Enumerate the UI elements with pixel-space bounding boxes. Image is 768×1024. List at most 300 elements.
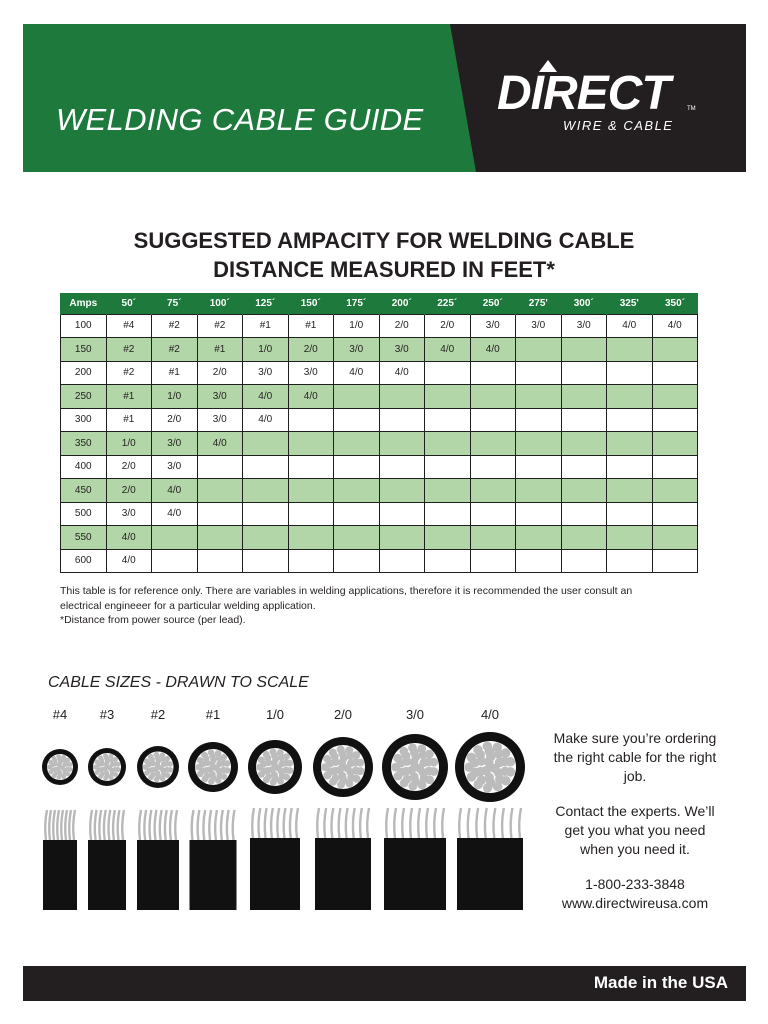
cable-strand <box>61 755 66 760</box>
cable-wire-strand <box>122 810 124 840</box>
cable-size-cell <box>288 526 334 550</box>
cable-size-cell <box>197 502 243 526</box>
cable-size-cell <box>607 338 653 362</box>
cable-size-cell <box>243 549 289 573</box>
cable-wire-strand <box>227 810 229 840</box>
cable-size-cell <box>243 432 289 456</box>
cable-strand <box>154 777 160 783</box>
cable-strand <box>506 757 516 767</box>
cable-wire-strand <box>99 810 101 840</box>
cable-strand <box>323 755 331 763</box>
table-row <box>61 526 698 550</box>
cable-strand <box>467 753 477 763</box>
cable-strand <box>197 757 204 764</box>
cable-wire-strand <box>394 808 396 838</box>
cable-size-cell <box>425 502 471 526</box>
cable-size-cell: 4/0 <box>334 361 380 385</box>
cable-size-label: #1 <box>205 707 221 722</box>
cable-size-cell: 1/0 <box>152 385 198 409</box>
cable-size-cell: #1 <box>106 408 152 432</box>
cable-size-cell <box>561 502 607 526</box>
guide-title: WELDING CABLE GUIDE <box>56 102 424 137</box>
cable-size-cell <box>607 385 653 409</box>
cable-size-cell: #1 <box>106 385 152 409</box>
cable-size-cell <box>197 549 243 573</box>
table-row <box>61 455 698 479</box>
cable-size-cell <box>607 479 653 503</box>
column-header-distance: 75´ <box>152 293 198 314</box>
cable-size-cell: 2/0 <box>379 314 425 338</box>
cable-wire-strand <box>502 808 504 838</box>
cable-strand <box>143 764 149 770</box>
cable-strand <box>68 762 73 767</box>
cable-size-cell <box>516 432 562 456</box>
column-header-distance: 325' <box>607 293 653 314</box>
cable-jacket <box>384 838 446 910</box>
note-line: electrical engineeer for a particular welding application. <box>60 599 316 612</box>
cable-strand <box>283 753 290 760</box>
cable-strand <box>61 774 66 779</box>
cable-size-cell <box>652 526 698 550</box>
cable-wire-strand <box>519 808 521 838</box>
cable-size-cell <box>243 526 289 550</box>
cable-strand <box>144 770 150 776</box>
cable-size-cell <box>516 455 562 479</box>
cable-strand <box>201 752 208 759</box>
cable-size-cell <box>561 408 607 432</box>
cable-size-cell <box>334 455 380 479</box>
cable-strand <box>425 775 434 784</box>
cable-sizes-title: CABLE SIZES - DRAWN TO SCALE <box>48 674 309 691</box>
cable-strand <box>283 774 290 781</box>
cable-size-cell <box>379 526 425 550</box>
cable-strand <box>208 749 215 756</box>
cable-size-cell: 3/0 <box>152 455 198 479</box>
cable-size-cell <box>152 549 198 573</box>
cable-size-cell <box>425 432 471 456</box>
cable-wire-strand <box>353 808 355 838</box>
logo-subtitle: WIRE & CABLE <box>563 118 674 133</box>
cable-wire-strand <box>192 810 194 840</box>
table-row <box>61 549 698 573</box>
amps-cell: 150 <box>61 338 107 362</box>
cable-strand <box>473 745 483 755</box>
cable-size-cell <box>470 361 516 385</box>
cable-size-cell <box>652 479 698 503</box>
amps-cell: 500 <box>61 502 107 526</box>
column-header-distance: 300´ <box>561 293 607 314</box>
cable-size-label: 4/0 <box>480 707 500 722</box>
cable-size-cell <box>334 408 380 432</box>
cable-wire-strand <box>144 810 146 840</box>
cable-size-cell <box>288 549 334 573</box>
cable-wire-strand <box>113 810 115 840</box>
cable-strand <box>337 745 345 753</box>
column-header-distance: 275' <box>516 293 562 314</box>
cable-size-cell: #2 <box>152 314 198 338</box>
cable-size-label: #4 <box>52 707 68 722</box>
cable-size-cell: #1 <box>288 314 334 338</box>
cable-strand <box>483 783 493 793</box>
cable-strand <box>98 755 103 760</box>
amps-cell: 250 <box>61 385 107 409</box>
table-row <box>61 314 698 338</box>
cable-size-cell <box>561 432 607 456</box>
page-title-line1: SUGGESTED AMPACITY FOR WELDING CABLE <box>133 228 635 253</box>
cable-strand <box>195 764 202 771</box>
cable-size-cell: 3/0 <box>561 314 607 338</box>
cable-wire-strand <box>331 808 333 838</box>
cable-size-label: #3 <box>99 707 115 722</box>
cable-wire-strand <box>418 808 420 838</box>
cable-wire-strand <box>252 808 254 838</box>
cable-strand <box>98 774 103 779</box>
cable-size-cell: #4 <box>106 314 152 338</box>
cable-strand <box>48 770 53 775</box>
cable-size-cell <box>425 526 471 550</box>
cable-wire-strand <box>170 810 172 840</box>
cable-wire-strand <box>139 810 141 840</box>
cable-strand <box>270 748 277 755</box>
cable-size-cell <box>607 526 653 550</box>
table-row <box>61 502 698 526</box>
cable-size-cell <box>516 526 562 550</box>
cable-wire-strand <box>215 810 217 840</box>
cable-size-cell: 4/0 <box>243 385 289 409</box>
cable-size-cell <box>379 432 425 456</box>
cable-size-cell <box>197 455 243 479</box>
cable-wire-strand <box>271 808 273 838</box>
cable-strand <box>391 763 400 772</box>
cable-wire-strand <box>165 810 167 840</box>
cable-strand <box>277 778 284 785</box>
cable-size-cell <box>334 549 380 573</box>
cable-strand <box>148 775 154 781</box>
cable-wire-strand <box>346 808 348 838</box>
cable-size-cell <box>561 338 607 362</box>
cable-size-cell <box>470 432 516 456</box>
cable-size-cell <box>288 455 334 479</box>
cable-size-cell <box>516 361 562 385</box>
cable-strand <box>167 767 173 773</box>
cable-size-cell: #1 <box>197 338 243 362</box>
cable-size-cell: 3/0 <box>243 361 289 385</box>
cable-strand <box>215 750 222 757</box>
cable-size-cell: 4/0 <box>470 338 516 362</box>
cable-size-cell: 1/0 <box>106 432 152 456</box>
cable-size-cell: 2/0 <box>425 314 471 338</box>
cable-size-cell: 4/0 <box>106 549 152 573</box>
table-row <box>61 479 698 503</box>
cable-wire-strand <box>198 810 200 840</box>
table-header-row <box>61 293 698 314</box>
cable-wire-strand <box>221 810 223 840</box>
column-header-distance: 200´ <box>379 293 425 314</box>
cable-strand <box>501 776 511 786</box>
column-header-distance: 150´ <box>288 293 334 314</box>
cable-jacket <box>250 838 300 910</box>
cable-wire-strand <box>360 808 362 838</box>
cable-strand <box>113 757 118 762</box>
cable-size-cell <box>334 432 380 456</box>
cable-wire-strand <box>160 810 162 840</box>
cable-size-cell: 3/0 <box>334 338 380 362</box>
cable-size-cell: 4/0 <box>152 479 198 503</box>
cable-strand <box>56 775 61 780</box>
cable-strand <box>329 748 337 756</box>
cable-size-cell <box>425 385 471 409</box>
cable-strand <box>94 770 99 775</box>
cable-size-cell <box>243 455 289 479</box>
cable-size-cell <box>197 479 243 503</box>
cable-size-cell <box>379 549 425 573</box>
cable-strand <box>221 754 228 761</box>
cable-strand <box>221 773 228 780</box>
cable-size-cell <box>470 549 516 573</box>
logo-word: DIRECT <box>497 67 670 120</box>
cable-size-cell <box>470 479 516 503</box>
cable-strand <box>224 760 231 767</box>
cable-size-cell <box>607 361 653 385</box>
cable-wire-strand <box>149 810 151 840</box>
cable-size-cell <box>561 385 607 409</box>
cable-size-cell <box>652 502 698 526</box>
cable-strand <box>215 777 222 784</box>
cable-wire-strand <box>511 808 513 838</box>
cable-size-cell: 3/0 <box>288 361 334 385</box>
cable-size-cell: 3/0 <box>152 432 198 456</box>
cable-size-cell <box>561 479 607 503</box>
cable-size-label: #2 <box>150 707 166 722</box>
cable-strand <box>52 773 57 778</box>
cable-size-cell: 4/0 <box>152 502 198 526</box>
cable-jacket <box>190 840 237 910</box>
cable-size-cell: #1 <box>152 361 198 385</box>
table-row <box>61 338 698 362</box>
cable-wire-strand <box>339 808 341 838</box>
cable-wire-strand <box>476 808 478 838</box>
cable-wire-strand <box>61 810 63 840</box>
cable-strand <box>352 751 360 759</box>
cable-size-cell <box>288 502 334 526</box>
cable-strand <box>277 749 284 756</box>
cable-strand <box>501 748 511 758</box>
cable-wire-strand <box>209 810 211 840</box>
cable-wire-strand <box>49 810 51 840</box>
cable-size-cell <box>561 361 607 385</box>
cable-size-cell <box>288 432 334 456</box>
cable-size-cell <box>652 361 698 385</box>
cable-strand <box>144 758 150 764</box>
cable-wire-strand <box>73 810 75 840</box>
cable-size-cell: 4/0 <box>106 526 152 550</box>
cable-strand <box>47 765 52 770</box>
cable-size-cell <box>516 479 562 503</box>
footer-bar <box>23 966 746 1001</box>
page-title-line2: DISTANCE MEASURED IN FEET* <box>213 257 555 282</box>
cable-size-cell: 2/0 <box>288 338 334 362</box>
cable-strand <box>94 759 99 764</box>
cable-size-cell <box>561 549 607 573</box>
cable-wire-strand <box>175 810 177 840</box>
cable-strand <box>345 746 353 754</box>
cable-size-cell: 1/0 <box>243 338 289 362</box>
cable-size-cell <box>652 455 698 479</box>
cable-wire-strand <box>277 808 279 838</box>
cable-wire-strand <box>402 808 404 838</box>
cable-strand <box>202 776 209 783</box>
cable-strand <box>258 757 265 764</box>
cable-size-cell <box>152 526 198 550</box>
cable-strand <box>429 767 438 776</box>
cable-illustration <box>30 730 540 915</box>
side-paragraph-1: Make sure you’re ordering the right cable for the right job. <box>553 730 717 784</box>
cable-wire-strand <box>459 808 461 838</box>
cable-wire-strand <box>69 810 71 840</box>
cable-size-cell: 2/0 <box>152 408 198 432</box>
cable-strand <box>263 776 270 783</box>
cable-wire-strand <box>95 810 97 840</box>
column-header-distance: 125´ <box>243 293 289 314</box>
column-header-amps: Amps <box>61 293 107 314</box>
amps-cell: 400 <box>61 455 107 479</box>
cable-size-cell: 4/0 <box>197 432 243 456</box>
cable-strand <box>113 772 118 777</box>
cable-strand <box>224 767 231 774</box>
amps-cell: 450 <box>61 479 107 503</box>
cable-jacket <box>137 840 179 910</box>
cable-size-cell <box>379 408 425 432</box>
table-row <box>61 361 698 385</box>
cable-strand <box>429 758 438 767</box>
cable-size-cell <box>334 385 380 409</box>
table-row <box>61 385 698 409</box>
cable-size-cell <box>379 502 425 526</box>
cable-strand <box>417 744 426 753</box>
cable-size-cell <box>516 385 562 409</box>
cable-size-cell: 4/0 <box>379 361 425 385</box>
cable-strand <box>286 767 293 774</box>
side-message <box>548 729 722 913</box>
cable-size-cell <box>652 338 698 362</box>
cable-size-cell <box>470 408 516 432</box>
cable-wire-strand <box>203 810 205 840</box>
cable-strand <box>115 767 120 772</box>
cable-strand <box>393 754 402 763</box>
cable-size-cell <box>334 502 380 526</box>
cable-strand <box>160 752 166 758</box>
cable-size-cell <box>652 432 698 456</box>
phone-number: 1-800-233-3848 <box>585 876 685 892</box>
cable-strand <box>356 767 364 775</box>
cable-wire-strand <box>367 808 369 838</box>
column-header-distance: 50´ <box>106 293 152 314</box>
cable-jacket <box>88 840 126 910</box>
amps-cell: 350 <box>61 432 107 456</box>
column-header-distance: 100´ <box>197 293 243 314</box>
cable-size-cell <box>561 526 607 550</box>
cable-strand <box>154 752 160 758</box>
cable-strand <box>394 772 403 781</box>
cable-size-cell <box>425 479 471 503</box>
cable-wire-strand <box>426 808 428 838</box>
cable-size-cell <box>516 338 562 362</box>
cable-strand <box>167 761 173 767</box>
cable-size-cell: 2/0 <box>106 479 152 503</box>
cable-strand <box>148 754 154 760</box>
cable-size-cell: 4/0 <box>607 314 653 338</box>
column-header-distance: 175´ <box>334 293 380 314</box>
amps-cell: 200 <box>61 361 107 385</box>
cable-size-cell <box>652 549 698 573</box>
cable-size-cell <box>334 526 380 550</box>
cable-strand <box>115 762 120 767</box>
website-link[interactable]: www.directwireusa.com <box>561 895 709 911</box>
cable-size-cell <box>607 502 653 526</box>
cable-size-cell <box>470 502 516 526</box>
cable-size-cell: #2 <box>106 338 152 362</box>
cable-size-cell <box>425 361 471 385</box>
cable-wire-strand <box>155 810 157 840</box>
cable-size-cell <box>425 549 471 573</box>
cable-strand <box>109 775 114 780</box>
cable-strand <box>493 782 503 792</box>
cable-strand <box>66 772 71 777</box>
cable-strand <box>103 753 108 758</box>
cable-size-cell <box>288 408 334 432</box>
cable-strand <box>286 760 293 767</box>
reference-note <box>60 584 710 628</box>
logo-trademark: TM <box>687 106 696 112</box>
cable-size-cell <box>516 549 562 573</box>
cable-size-cell: #2 <box>106 361 152 385</box>
side-paragraph-2: Contact the experts. We’ll get you what you need when you need it. <box>555 803 715 857</box>
cable-size-cell <box>243 502 289 526</box>
cable-size-label: 2/0 <box>333 707 353 722</box>
cable-size-cell <box>470 526 516 550</box>
amps-cell: 600 <box>61 549 107 573</box>
cable-wire-strand <box>434 808 436 838</box>
footer-text: Made in the USA <box>593 973 728 992</box>
cable-strand <box>52 756 57 761</box>
cable-wire-strand <box>442 808 444 838</box>
cable-jacket <box>315 838 371 910</box>
cable-size-cell <box>652 385 698 409</box>
cable-size-cell <box>607 549 653 573</box>
cable-wire-strand <box>317 808 319 838</box>
table-row <box>61 408 698 432</box>
cable-wire-strand <box>265 808 267 838</box>
cable-strand <box>263 751 270 758</box>
cable-strand <box>323 771 331 779</box>
cable-strand <box>329 778 337 786</box>
cable-size-label: 3/0 <box>405 707 425 722</box>
cable-size-cell <box>243 479 289 503</box>
cable-strand <box>345 780 353 788</box>
cable-strand <box>506 767 515 777</box>
cable-size-cell <box>607 408 653 432</box>
cable-wire-strand <box>410 808 412 838</box>
cable-size-cell <box>379 479 425 503</box>
cable-wire-strand <box>90 810 92 840</box>
column-header-distance: 350´ <box>652 293 698 314</box>
cable-strand <box>352 775 360 783</box>
cable-strand <box>321 763 329 771</box>
cable-size-cell: 3/0 <box>470 314 516 338</box>
cable-size-cell <box>561 455 607 479</box>
cable-strand <box>93 765 98 770</box>
cable-size-cell <box>470 455 516 479</box>
